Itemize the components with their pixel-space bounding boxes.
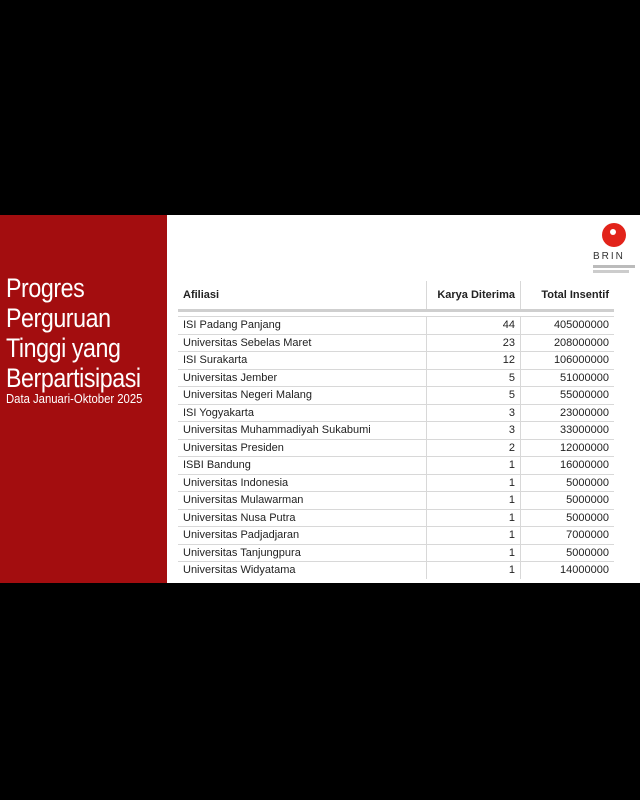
cell-total-insentif: 55000000 [520,387,614,405]
cell-karya-diterima: 1 [426,509,520,527]
cell-afiliasi: ISBI Bandung [178,457,426,475]
table-row [178,562,614,579]
slide-title [6,273,144,393]
cell-afiliasi: ISI Yogyakarta [178,404,426,422]
table-row [178,527,614,545]
cell-total-insentif: 5000000 [520,509,614,527]
cell-karya-diterima: 1 [426,544,520,562]
cell-total-insentif: 5000000 [520,544,614,562]
cell-afiliasi: Universitas Presiden [178,439,426,457]
cell-afiliasi: ISI Surakarta [178,352,426,370]
logo-text: BRIN [593,251,625,262]
brin-logo-icon [602,223,626,247]
cell-total-insentif: 16000000 [520,457,614,475]
table-row [178,439,614,457]
cell-karya-diterima: 3 [426,404,520,422]
cell-total-insentif: 5000000 [520,492,614,510]
cell-afiliasi: Universitas Indonesia [178,474,426,492]
table-row [178,544,614,562]
participation-table [178,281,614,579]
cell-karya-diterima: 5 [426,387,520,405]
table-row [178,422,614,440]
title-line: Tinggi yang [6,333,121,363]
cell-afiliasi: Universitas Jember [178,369,426,387]
header-afiliasi: Afiliasi [178,281,426,311]
table-row [178,474,614,492]
cell-total-insentif: 208000000 [520,334,614,352]
logo-subtext-line [593,265,635,268]
cell-karya-diterima: 44 [426,317,520,335]
cell-afiliasi: Universitas Negeri Malang [178,387,426,405]
cell-karya-diterima: 12 [426,352,520,370]
table-body [178,311,614,579]
cell-afiliasi: Universitas Sebelas Maret [178,334,426,352]
title-line: Berpartisipasi [6,363,141,393]
cell-karya-diterima: 5 [426,369,520,387]
cell-karya-diterima: 2 [426,439,520,457]
cell-karya-diterima: 1 [426,457,520,475]
table-row [178,457,614,475]
cell-afiliasi: Universitas Tanjungpura [178,544,426,562]
header-total-insentif: Total Insentif [520,281,614,311]
slide [0,215,640,583]
table-row [178,404,614,422]
title-line: Progres [6,273,85,303]
table-row [178,369,614,387]
logo-subtext-line [593,270,629,273]
logo-dot [610,229,616,235]
cell-karya-diterima: 1 [426,527,520,545]
cell-afiliasi: ISI Padang Panjang [178,317,426,335]
cell-karya-diterima: 1 [426,562,520,579]
table-row [178,492,614,510]
table-header-row [178,281,614,311]
cell-total-insentif: 5000000 [520,474,614,492]
brin-logo [591,220,635,280]
slide-subtitle: Data Januari-Oktober 2025 [6,391,143,406]
table-row [178,352,614,370]
left-title-panel [0,215,167,583]
table-row [178,387,614,405]
cell-afiliasi: Universitas Muhammadiyah Sukabumi [178,422,426,440]
cell-afiliasi: Universitas Nusa Putra [178,509,426,527]
cell-afiliasi: Universitas Widyatama [178,562,426,579]
cell-afiliasi: Universitas Mulawarman [178,492,426,510]
cell-karya-diterima: 3 [426,422,520,440]
cell-total-insentif: 405000000 [520,317,614,335]
cell-total-insentif: 14000000 [520,562,614,579]
cell-total-insentif: 23000000 [520,404,614,422]
table-row [178,317,614,335]
cell-total-insentif: 7000000 [520,527,614,545]
cell-karya-diterima: 23 [426,334,520,352]
header-karya-diterima: Karya Diterima [426,281,520,311]
title-line: Perguruan [6,303,111,333]
cell-total-insentif: 33000000 [520,422,614,440]
table-row [178,334,614,352]
cell-afiliasi: Universitas Padjadjaran [178,527,426,545]
cell-karya-diterima: 1 [426,474,520,492]
cell-total-insentif: 51000000 [520,369,614,387]
cell-total-insentif: 12000000 [520,439,614,457]
cell-total-insentif: 106000000 [520,352,614,370]
table-row [178,509,614,527]
cell-karya-diterima: 1 [426,492,520,510]
